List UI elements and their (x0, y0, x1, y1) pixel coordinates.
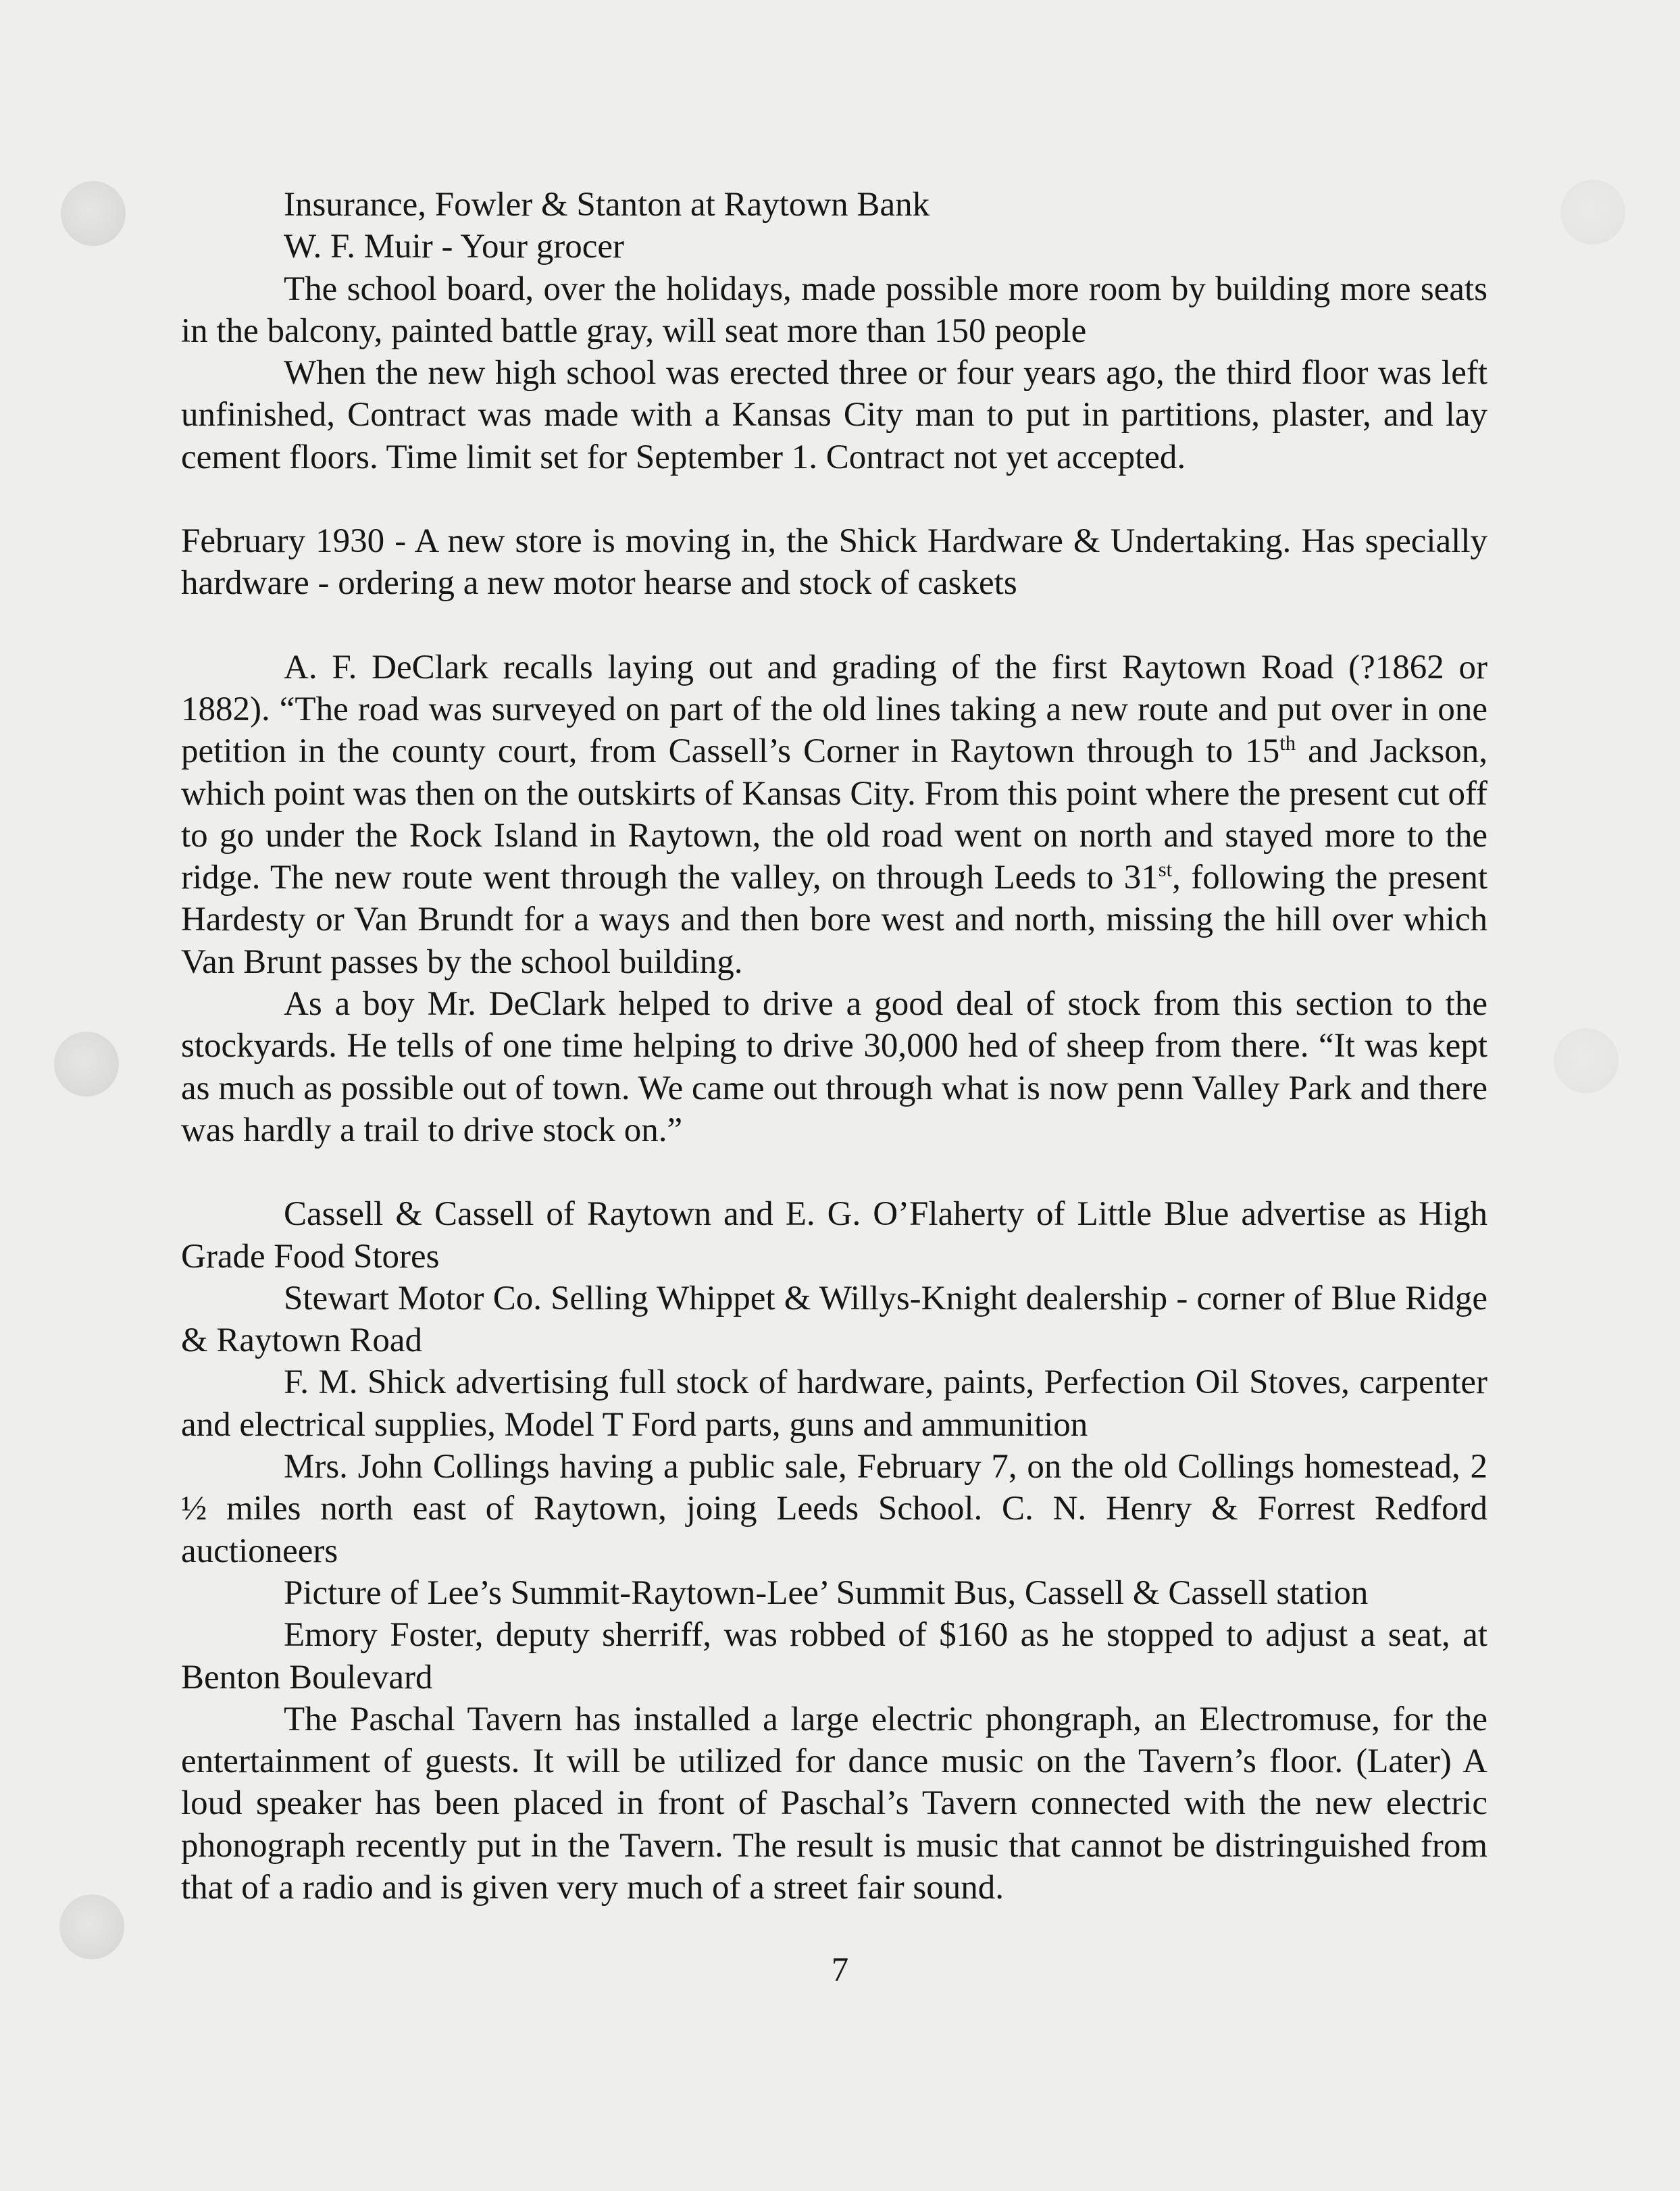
page-number: 7 (831, 1951, 849, 1989)
paragraph-stewart-motor: Stewart Motor Co. Selling Whippet & Willys-Knight dealership - corner of Blue Ridge & Raytown Road (181, 1279, 1487, 1360)
paragraph-bus-picture: Picture of Lee’s Summit-Raytown-Lee’ Summit Bus, Cassell & Cassell station (284, 1573, 1369, 1612)
paragraph-school-board: The school board, over the holidays, made possible more room by building more seats in the balcony, painted battle gray, will seat more than 150 people (181, 270, 1487, 350)
paragraph-grocer: W. F. Muir - Your grocer (284, 228, 625, 266)
text-run: , following the present Hardesty or Van Brundt for a ways and then bore west and north, missing the hill over which Van Brunt passes by the school building. (181, 859, 1487, 981)
text-run: and Jackson, which point was then on the outskirts of Kansas City. From this point where the present cut off to go under the Rock Island in Raytown, the old road went on north and stayed more to the ridge. The new route went through the valley, on through Leeds to 31 (181, 732, 1488, 897)
punch-hole-middle-right (1554, 1028, 1619, 1093)
punch-hole-top-right (1560, 180, 1625, 245)
paragraph-declark-stock: As a boy Mr. DeClark helped to drive a good deal of stock from this section to the stockyards. He tells of one time helping to drive 30,000 hed of sheep from there. “It was kept as much as possible out of town. We came out through what is now penn Valley Park and there was hardly a trail to drive stock on.” (181, 985, 1487, 1149)
paragraph-paschal-tavern: The Paschal Tavern has installed a large electric phongraph, an Electromuse, for the entertainment of guests. It will be utilized for dance music on the Tavern’s floor. (Later) A loud speaker has been placed in front of Paschal’s Tavern connected with the new electric phonograph recently put in the Tavern. The result is music that cannot be distringuished from that of a radio and is given very much of a street fair sound. (181, 1700, 1487, 1907)
punch-hole-middle-left (54, 1032, 119, 1097)
spacer (181, 1151, 1487, 1193)
paragraph-shick-advertising: F. M. Shick advertising full stock of hardware, paints, Perfection Oil Stoves, carpenter and electrical supplies, Model T Ford parts, guns and ammunition (181, 1363, 1487, 1444)
paragraph-public-sale: Mrs. John Collings having a public sale, February 7, on the old Collings homestead, 2 ½ miles north east of Raytown, joing Leeds School. C. N. Henry & Forrest Redford auctioneers (181, 1448, 1487, 1570)
paragraph-food-stores: Cassell & Cassell of Raytown and E. G. O’Flaherty of Little Blue advertise as High Grade Food Stores (181, 1195, 1487, 1276)
spacer (181, 605, 1487, 647)
ordinal-suffix: st (1158, 858, 1173, 882)
ordinal-suffix: th (1279, 732, 1296, 755)
spacer (181, 478, 1487, 520)
punch-hole-top-left (61, 181, 126, 246)
paragraph-february-1930: February 1930 - A new store is moving in, the Shick Hardware & Undertaking. Has specially hardware - ordering a new motor hearse and stock of caskets (181, 522, 1487, 603)
document-body (181, 184, 1487, 1909)
text-run: A. F. DeClark recalls laying out and grading of the first Raytown Road (?1862 or 1882). “The road was surveyed on part of the old lines taking a new route and put over in one petition in the county court, from Cassell’s Corner in Raytown through to 15 (181, 648, 1487, 771)
paragraph-insurance: Insurance, Fowler & Stanton at Raytown Bank (284, 186, 930, 224)
paragraph-declark-road (181, 647, 1487, 983)
paragraph-high-school: When the new high school was erected three or four years ago, the third floor was left unfinished, Contract was made with a Kansas City man to put in partitions, plaster, and lay cement floors. Time limit set for September 1. Contract not yet accepted. (181, 354, 1487, 476)
paragraph-robbery: Emory Foster, deputy sherriff, was robbed of $160 as he stopped to adjust a seat, at Benton Boulevard (181, 1616, 1487, 1696)
